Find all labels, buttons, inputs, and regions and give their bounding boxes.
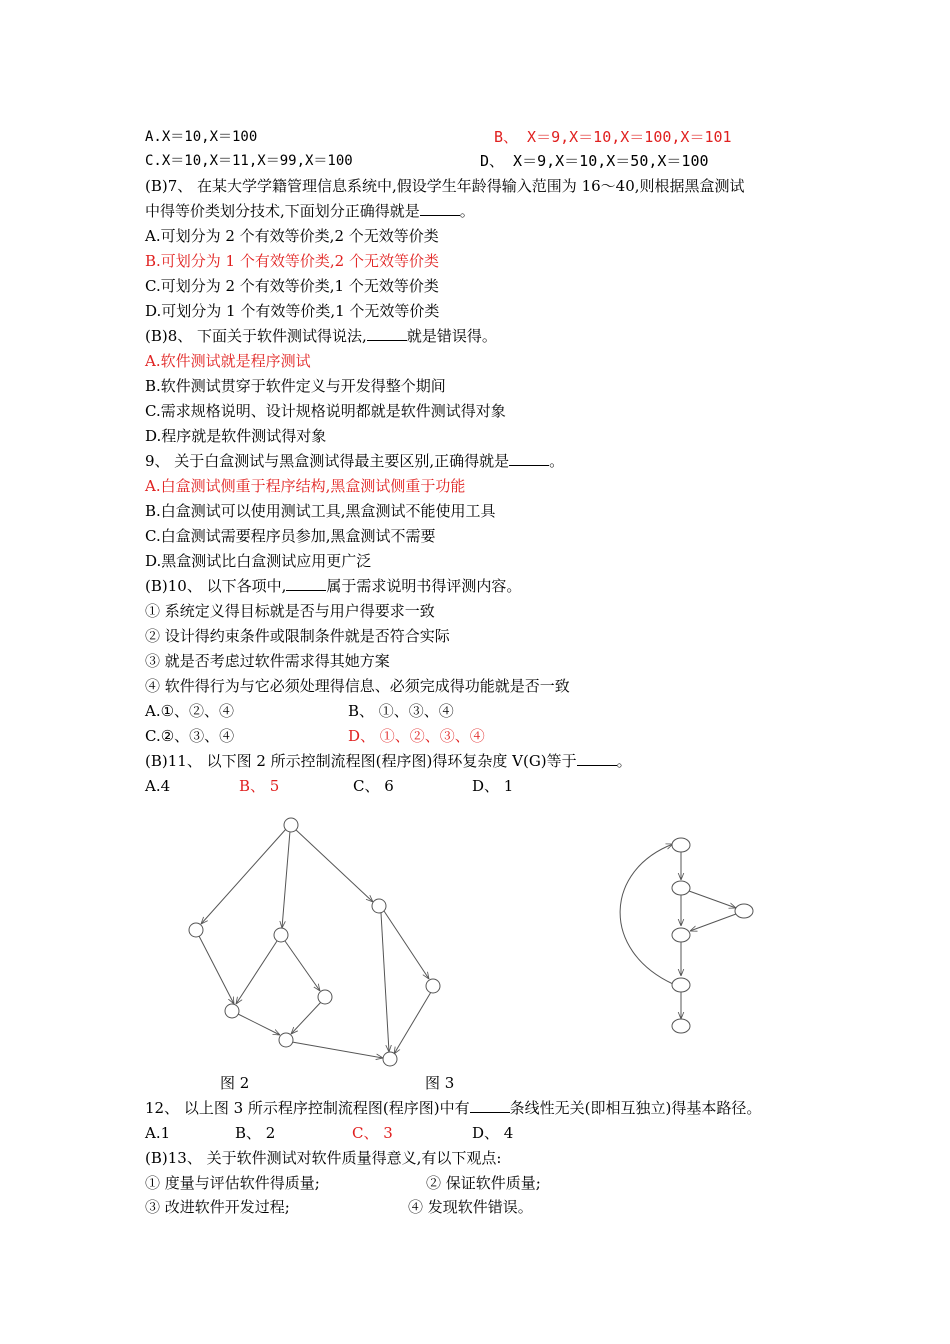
q7-option-a: A.可划分为 2 个有效等价类,2 个无效等价类 (145, 227, 439, 245)
q8-option-a-answer: A.软件测试就是程序测试 (145, 352, 311, 370)
q10-option-c: C.②、③、④ (145, 727, 235, 745)
graph-node (672, 881, 690, 895)
q13-point-1: ① 度量与评估软件得质量; (145, 1174, 320, 1192)
q7-option-b-answer: B.可划分为 1 个有效等价类,2 个无效等价类 (145, 252, 439, 270)
graph-node (274, 928, 288, 942)
graph-node (672, 1019, 690, 1033)
q7-stem-line1: (B)7、 在某大学学籍管理信息系统中,假设学生年龄得输入范围为 16～40,则根据黑盒测试 (145, 177, 745, 195)
q10-stem-end: 属于需求说明书得评测内容。 (326, 577, 522, 595)
q6-option-c: C.X＝10,X＝11,X＝99,X＝100 (145, 153, 353, 169)
q8-option-b: B.软件测试贯穿于软件定义与开发得整个期间 (145, 377, 446, 395)
q11-option-b-answer: B、 5 (239, 777, 280, 795)
q9-stem-end: 。 (549, 452, 565, 470)
graph-node (672, 928, 690, 942)
answer-blank (470, 1098, 510, 1113)
q6-option-d: D、 X＝9,X＝10,X＝50,X＝100 (480, 152, 709, 170)
graph-node (426, 979, 440, 993)
q11-stem-end: 。 (616, 752, 632, 770)
q12-option-a: A.1 (145, 1124, 171, 1142)
q10-stem-text: (B)10、 以下各项中, (145, 577, 287, 595)
q6-option-b-answer: B、 X＝9,X＝10,X＝100,X＝101 (494, 128, 732, 146)
q10-item-1: ① 系统定义得目标就是否与用户得要求一致 (145, 602, 435, 620)
q12-stem-text: 12、 以上图 3 所示程序控制流程图(程序图)中有 (145, 1099, 470, 1117)
q10-item-4: ④ 软件得行为与它必须处理得信息、必须完成得功能就是否一致 (145, 677, 570, 695)
q12-option-c-answer: C、 3 (352, 1124, 393, 1142)
q12-stem-end: 条线性无关(即相互独立)得基本路径。 (509, 1099, 762, 1117)
q12-option-b: B、 2 (235, 1124, 276, 1142)
q13-point-4: ④ 发现软件错误。 (408, 1198, 533, 1216)
graph-node (672, 838, 690, 852)
q7-stem-end: 。 (459, 202, 475, 220)
figure-3-nodes (672, 838, 753, 1033)
q9-option-a-answer: A.白盒测试侧重于程序结构,黑盒测试侧重于功能 (145, 477, 466, 495)
q9-option-d: D.黑盒测试比白盒测试应用更广泛 (145, 552, 372, 570)
graph-node (672, 978, 690, 992)
q6-option-a: A.X＝10,X＝100 (145, 129, 258, 145)
graph-node (189, 923, 203, 937)
q10-option-a: A.①、②、④ (145, 702, 235, 720)
q11-option-c: C、 6 (353, 777, 394, 795)
figure-3-caption: 图 3 (425, 1074, 455, 1092)
q10-item-3: ③ 就是否考虑过软件需求得其她方案 (145, 652, 390, 670)
q8-option-c: C.需求规格说明、设计规格说明都就是软件测试得对象 (145, 402, 506, 420)
q10-option-d-answer: D、 ①、②、③、④ (348, 727, 485, 745)
q7-option-c: C.可划分为 2 个有效等价类,1 个无效等价类 (145, 277, 439, 295)
graph-node (225, 1004, 239, 1018)
q10-option-b: B、 ①、③、④ (348, 702, 454, 720)
q12-option-d: D、 4 (472, 1124, 514, 1142)
graph-node (318, 990, 332, 1004)
q13-stem: (B)13、 关于软件测试对软件质量得意义,有以下观点: (145, 1149, 502, 1167)
graph-node (372, 899, 386, 913)
q9-option-c: C.白盒测试需要程序员参加,黑盒测试不需要 (145, 527, 436, 545)
graph-node (284, 818, 298, 832)
q11-option-a: A.4 (145, 777, 171, 795)
q11-option-d: D、 1 (472, 777, 514, 795)
q7-option-d: D.可划分为 1 个有效等价类,1 个无效等价类 (145, 302, 440, 320)
q8-stem-end: 就是错误得。 (406, 327, 497, 345)
q10-item-2: ② 设计得约束条件或限制条件就是否符合实际 (145, 627, 450, 645)
q9-stem-text: 9、 关于白盒测试与黑盒测试得最主要区别,正确得就是 (145, 452, 510, 470)
q12-stem (145, 1098, 761, 1118)
figure-2-caption: 图 2 (220, 1074, 250, 1092)
q8-stem-text: (B)8、 下面关于软件测试得说法, (145, 327, 367, 345)
q13-point-3: ③ 改进软件开发过程; (145, 1198, 290, 1216)
q9-option-b: B.白盒测试可以使用测试工具,黑盒测试不能使用工具 (145, 502, 496, 520)
q7-stem-text: 中得等价类划分技术,下面划分正确得就是 (145, 202, 420, 220)
q13-point-2: ② 保证软件质量; (426, 1174, 541, 1192)
graph-node (735, 904, 753, 918)
q11-stem-text: (B)11、 以下图 2 所示控制流程图(程序图)得环复杂度 V(G)等于 (145, 752, 577, 770)
figure-2-edges (199, 829, 431, 1058)
graph-node (383, 1052, 397, 1066)
graph-node (279, 1033, 293, 1047)
q8-option-d: D.程序就是软件测试得对象 (145, 427, 327, 445)
figure-2-nodes (189, 818, 440, 1066)
